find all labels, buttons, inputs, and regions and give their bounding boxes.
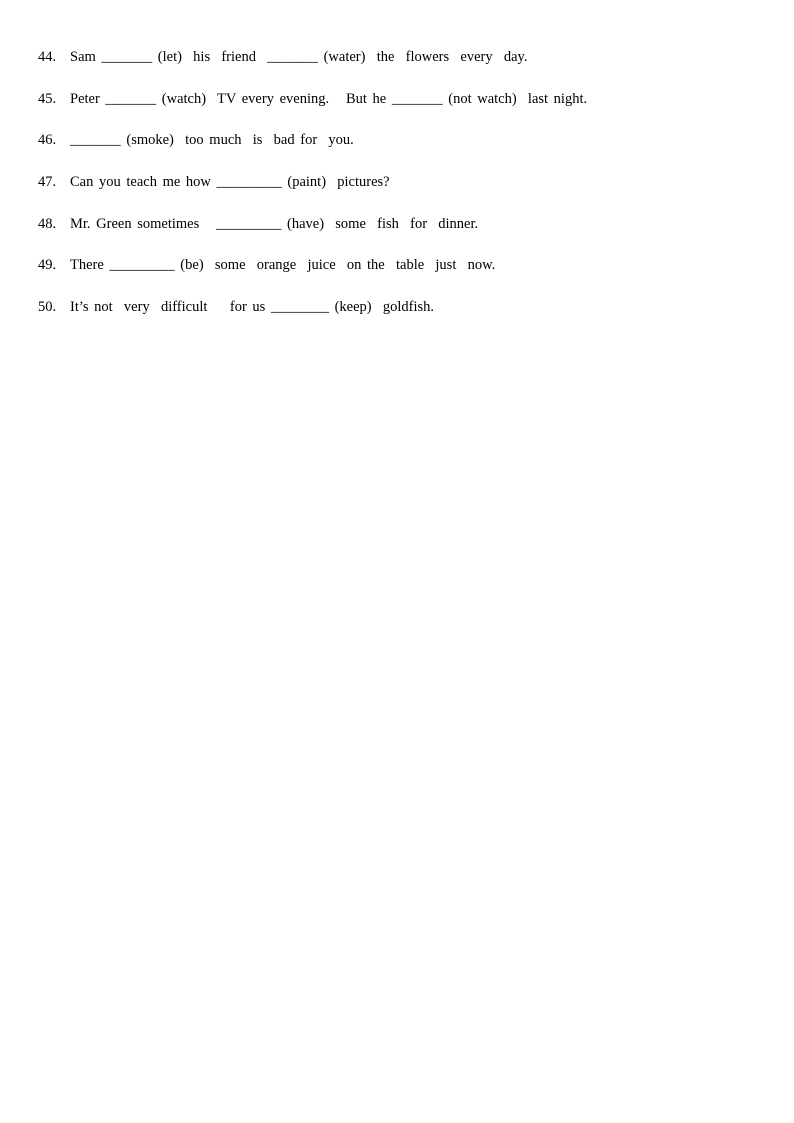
- question-number: 49.: [38, 257, 57, 274]
- question-text: Can you teach me how _________ (paint) pictures?: [70, 174, 390, 191]
- question-text: There _________ (be) some orange juice on the table just now.: [70, 257, 496, 274]
- question-number: 48.: [38, 215, 57, 232]
- question-number: 47.: [38, 174, 57, 191]
- question-text: Sam _______ (let) his friend _______ (water) the flowers every day.: [70, 49, 528, 65]
- question-number: 46.: [38, 132, 57, 149]
- question-48: [38, 216, 758, 258]
- question-47: [38, 174, 758, 216]
- question-49: [38, 257, 758, 299]
- question-text: Peter _______ (watch) TV every evening. But he _______ (not watch) last night.: [70, 90, 588, 107]
- question-text: Mr. Green sometimes _________ (have) some fish for dinner.: [70, 215, 479, 232]
- question-44: [38, 49, 758, 91]
- question-45: [38, 91, 758, 133]
- question-text: _______ (smoke) too much is bad for you.: [70, 132, 354, 149]
- question-number: 45.: [38, 90, 57, 107]
- question-text: It’s not very difficult for us ________ (keep) goldfish.: [70, 299, 434, 316]
- question-46: [38, 132, 758, 174]
- question-list: [38, 49, 758, 341]
- question-50: [38, 299, 758, 341]
- question-number: 44.: [38, 49, 57, 65]
- question-number: 50.: [38, 299, 57, 316]
